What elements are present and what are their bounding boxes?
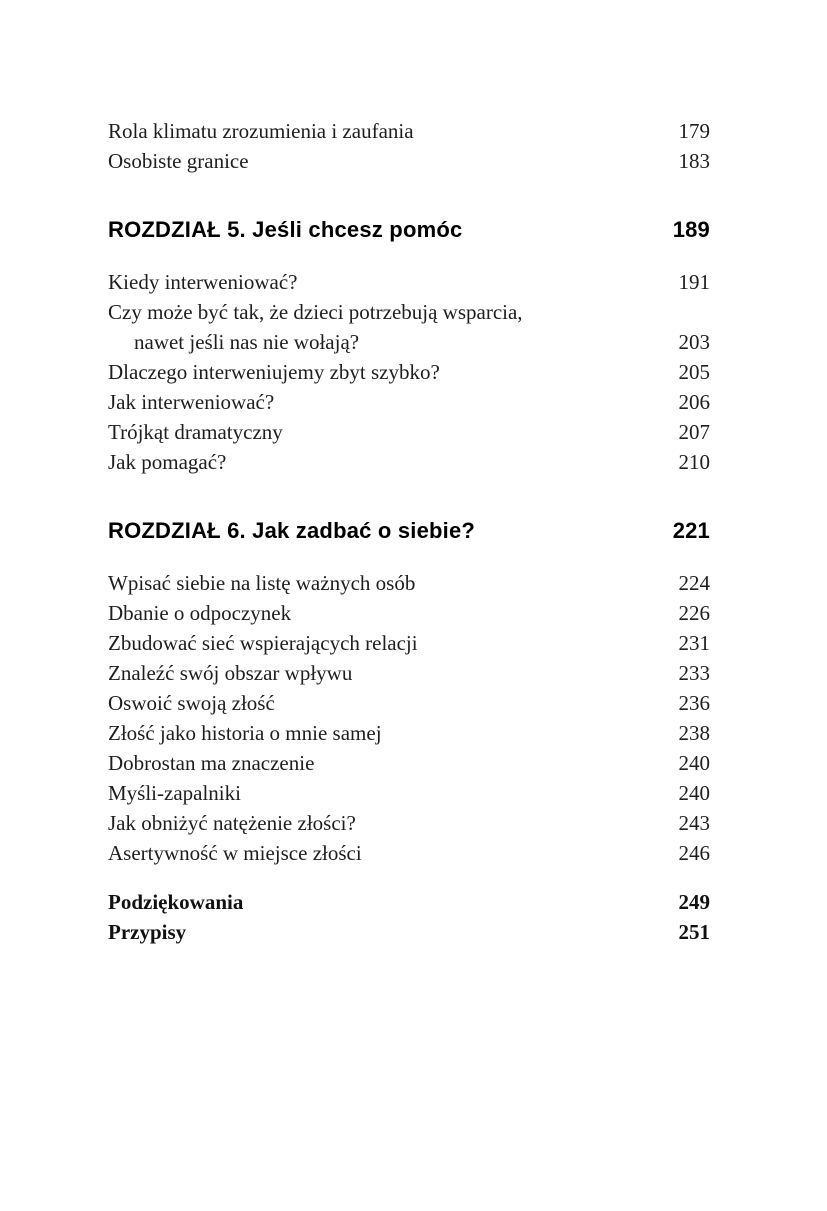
toc-page-number: 231 (678, 631, 710, 655)
toc-entry-row (108, 718, 710, 748)
entry-title (108, 658, 661, 688)
entry-title (108, 116, 661, 146)
entry-title-text: Znaleźć swój obszar wpływu (108, 661, 353, 685)
entry-title-text: Dbanie o odpoczynek (108, 601, 292, 625)
toc-page-number: 221 (672, 518, 710, 543)
chapter-title (108, 214, 655, 246)
entry-title-text: Podziękowania (108, 890, 244, 914)
toc-page-number: 226 (678, 601, 710, 625)
toc-page-number: 249 (678, 890, 710, 914)
entry-title (108, 688, 661, 718)
toc-entry-row (108, 838, 710, 868)
entry-title-text: Czy może być tak, że dzieci potrzebują wsparcia, (108, 300, 523, 324)
entry-title (108, 887, 661, 917)
entry-title (108, 267, 661, 297)
entry-title (108, 628, 661, 658)
toc-page-number: 240 (678, 781, 710, 805)
entry-title-text: Jak interweniować? (108, 390, 275, 414)
toc-entry-row (108, 447, 710, 477)
entry-title (108, 357, 661, 387)
entry-title-text: Asertywność w miejsce złości (108, 841, 362, 865)
toc-entry-row (108, 688, 710, 718)
entry-title-text: Złość jako historia o mnie samej (108, 721, 382, 745)
toc-page-number: 246 (678, 841, 710, 865)
entry-title (108, 447, 661, 477)
entry-title (108, 598, 661, 628)
entry-title (108, 838, 661, 868)
toc-page-number: 189 (672, 217, 710, 242)
toc-chapter-row (108, 515, 710, 547)
toc-entry-row (108, 808, 710, 838)
entry-title-text: Rola klimatu zrozumienia i zaufania (108, 119, 414, 143)
toc-entry-row (108, 116, 710, 146)
entry-title-text: Osobiste granice (108, 149, 249, 173)
toc-page-number: 179 (678, 119, 710, 143)
chapter-title (108, 515, 655, 547)
toc-page-number: 203 (678, 330, 710, 354)
toc-list (108, 116, 710, 947)
entry-title (108, 808, 661, 838)
toc-entry-row (108, 658, 710, 688)
entry-title-text: Dlaczego interweniujemy zbyt szybko? (108, 360, 440, 384)
entry-title (108, 917, 661, 947)
toc-page-number: 240 (678, 751, 710, 775)
entry-title-text: Wpisać siebie na listę ważnych osób (108, 571, 416, 595)
toc-entry-row (108, 146, 710, 176)
entry-title-text: Jak obniżyć natężenie złości? (108, 811, 356, 835)
entry-title (108, 297, 661, 357)
entry-title-text: Przypisy (108, 920, 187, 944)
toc-entry-row (108, 387, 710, 417)
toc-entry-row (108, 267, 710, 297)
entry-title (108, 146, 661, 176)
toc-entry-row (108, 357, 710, 387)
toc-chapter-row (108, 214, 710, 246)
chapter-title-text: ROZDZIAŁ 5. Jeśli chcesz pomóc (108, 217, 463, 242)
toc-entry-row (108, 297, 710, 357)
entry-title-text: Trójkąt dramatyczny (108, 420, 283, 444)
toc-entry-row (108, 887, 710, 917)
chapter-title-text: ROZDZIAŁ 6. Jak zadbać o siebie? (108, 518, 476, 543)
toc-entry-row (108, 917, 710, 947)
entry-title-text: Oswoić swoją złość (108, 691, 275, 715)
toc-entry-row (108, 628, 710, 658)
entry-title (108, 748, 661, 778)
toc-page-number: 243 (678, 811, 710, 835)
entry-title-text: Zbudować sieć wspierających relacji (108, 631, 418, 655)
entry-title-text: nawet jeśli nas nie wołają? (134, 330, 360, 354)
entry-title-text: Myśli-zapalniki (108, 781, 241, 805)
entry-title (108, 568, 661, 598)
entry-title-text: Dobrostan ma znaczenie (108, 751, 315, 775)
toc-page-number: 191 (678, 270, 710, 294)
entry-title-text: Kiedy interweniować? (108, 270, 298, 294)
toc-page-number: 210 (678, 450, 710, 474)
toc-page-number: 233 (678, 661, 710, 685)
entry-title (108, 778, 661, 808)
toc-page-number: 205 (678, 360, 710, 384)
toc-entry-row (108, 748, 710, 778)
toc-page-number: 251 (678, 920, 710, 944)
toc-entry-row (108, 598, 710, 628)
toc-page-number: 206 (678, 390, 710, 414)
entry-title (108, 387, 661, 417)
toc-page-number: 224 (678, 571, 710, 595)
toc-entry-row (108, 778, 710, 808)
toc-page-number: 207 (678, 420, 710, 444)
entry-title-text: Jak pomagać? (108, 450, 227, 474)
entry-title (108, 417, 661, 447)
toc-page-number: 236 (678, 691, 710, 715)
entry-title (108, 718, 661, 748)
toc-page-number: 183 (678, 149, 710, 173)
toc-page-number: 238 (678, 721, 710, 745)
toc-entry-row (108, 568, 710, 598)
toc-entry-row (108, 417, 710, 447)
